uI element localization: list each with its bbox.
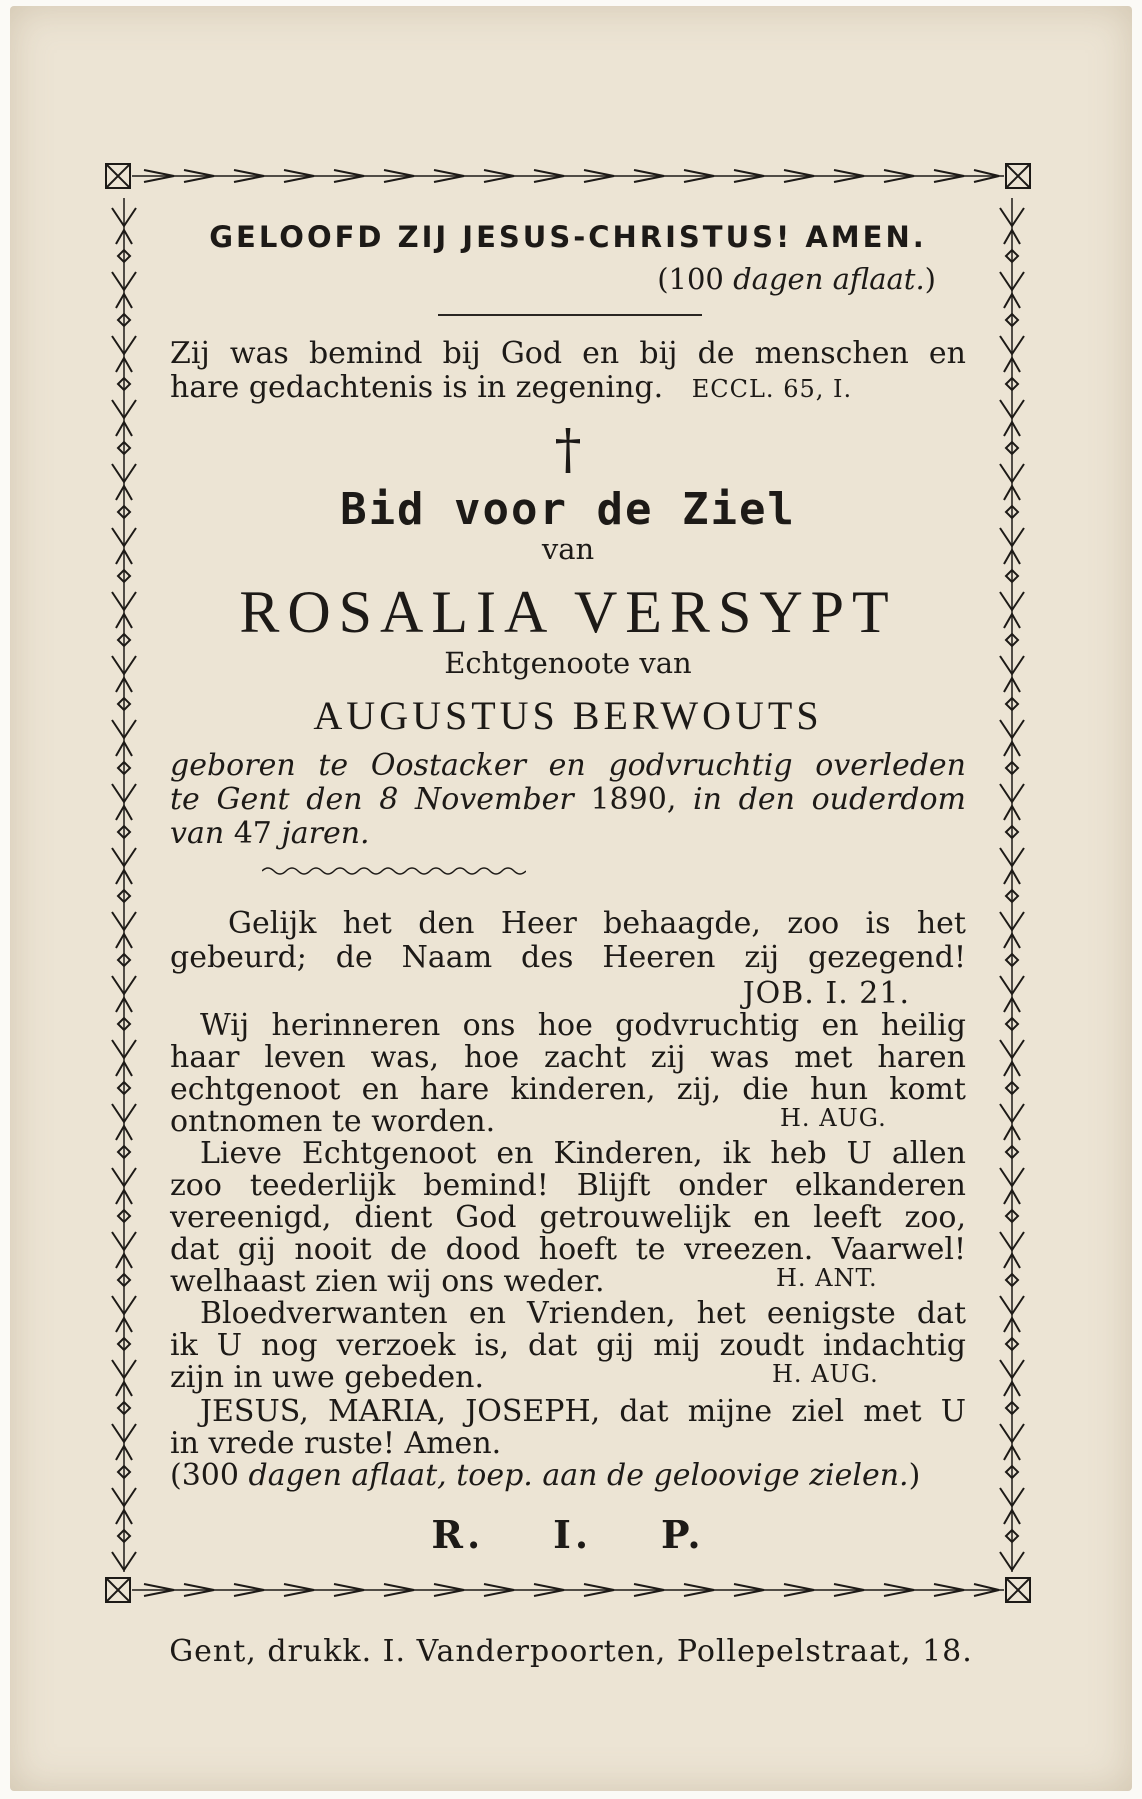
final-close: ) — [908, 1458, 921, 1493]
birth-line-3 — [170, 816, 966, 851]
aug1-reference: H. AUG. — [780, 1104, 887, 1132]
van-label: van — [541, 532, 595, 566]
job-line-2: gebeurd; de Naam des Heeren zij gezegend! — [170, 940, 966, 975]
final-line-3 — [170, 1458, 966, 1493]
aug2-reference: H. AUG. — [772, 1360, 879, 1388]
aug2-text: zijn in uwe gebeden. — [170, 1360, 485, 1395]
spouse-label: Echtgenoote van — [444, 646, 692, 680]
indulgence-open: (100 — [657, 262, 734, 296]
job-reference: JOB. I. 21. — [742, 976, 910, 1011]
birth-line-3b: jaren. — [271, 816, 370, 851]
spouse-name: AUGUSTUS BERWOUTS — [313, 693, 823, 738]
ant-line-4: dat gij nooit de dood hoeft te vreezen. Vaarwel! — [170, 1232, 966, 1267]
aug1-text: ontnomen te worden. — [170, 1104, 496, 1139]
divider-rule — [438, 314, 702, 316]
indulgence-close: ) — [924, 262, 936, 296]
ant-text: welhaast zien wij ons weder. — [170, 1264, 605, 1299]
printer-imprint: Gent, drukk. I. Vanderpoorten, Pollepelstraat, 18. — [169, 1634, 973, 1669]
final-line-1: JESUS, MARIA, JOSEPH, dat mijne ziel met U — [200, 1394, 966, 1429]
deceased-name: ROSALIA VERSYPT — [239, 579, 897, 645]
birth-line-2a: te Gent den 8 November — [170, 782, 591, 817]
quote-text: hare gedachtenis is in zegening. — [170, 370, 664, 405]
birth-line-2 — [170, 782, 966, 817]
final-italic: dagen aflaat, toep. aan de geloovige zielen. — [248, 1458, 909, 1493]
ornamental-border-right — [992, 198, 1032, 1572]
cross-icon: † — [554, 418, 582, 481]
age-number: 47 — [233, 816, 272, 851]
indulgence-italic: dagen aflaat. — [733, 262, 925, 296]
aug2-line-3 — [170, 1360, 966, 1395]
quote-line-1: Zij was bemind bij God en bij de menschen en — [170, 336, 966, 371]
aug1-line-3: echtgenoot en hare kinderen, zij, die hun komt — [170, 1072, 966, 1107]
birth-line-1: geboren te Oostacker en godvruchtig overleden — [170, 748, 966, 783]
ornamental-border-top — [104, 158, 1032, 198]
header-line: GELOOFD ZIJ JESUS-CHRISTUS! AMEN. — [209, 220, 927, 254]
ant-reference: H. ANT. — [776, 1264, 878, 1292]
final-open: (300 — [170, 1458, 249, 1493]
ant-line-3: vereenigd, dient God getrouwelijk en leeft zoo, — [170, 1200, 966, 1235]
ant-line-5 — [170, 1264, 966, 1299]
job-line-1: Gelijk het den Heer behaagde, zoo is het — [228, 906, 966, 941]
indulgence-note — [170, 262, 966, 296]
death-year: 1890, — [590, 782, 677, 817]
prayer-title: Bid voor de Ziel — [340, 484, 796, 535]
final-line-2: in vrede ruste! Amen. — [170, 1426, 502, 1461]
quote-line-2 — [170, 370, 966, 405]
rip-line: R. I. P. — [431, 1512, 705, 1557]
ant-line-2: zoo teederlijk bemind! Blijft onder elkanderen — [170, 1168, 966, 1203]
birth-line-2b: in den ouderdom — [676, 782, 967, 817]
aug1-line-4 — [170, 1104, 966, 1139]
ornamental-border-left — [104, 198, 144, 1572]
aug1-line-1: Wij herinneren ons hoe godvruchtig en heilig — [200, 1008, 966, 1043]
wavy-divider — [262, 864, 526, 878]
birth-line-3a: van — [170, 816, 234, 851]
ant-line-1: Lieve Echtgenoot en Kinderen, ik heb U allen — [200, 1136, 966, 1171]
aug1-line-2: haar leven was, hoe zacht zij was met haren — [170, 1040, 966, 1075]
quote-reference: ECCL. 65, I. — [691, 375, 853, 403]
aug2-line-2: ik U nog verzoek is, dat gij mij zoudt indachtig — [170, 1328, 966, 1363]
aug2-line-1: Bloedverwanten en Vrienden, het eenigste dat — [200, 1296, 966, 1331]
ornamental-border-bottom — [104, 1572, 1032, 1612]
